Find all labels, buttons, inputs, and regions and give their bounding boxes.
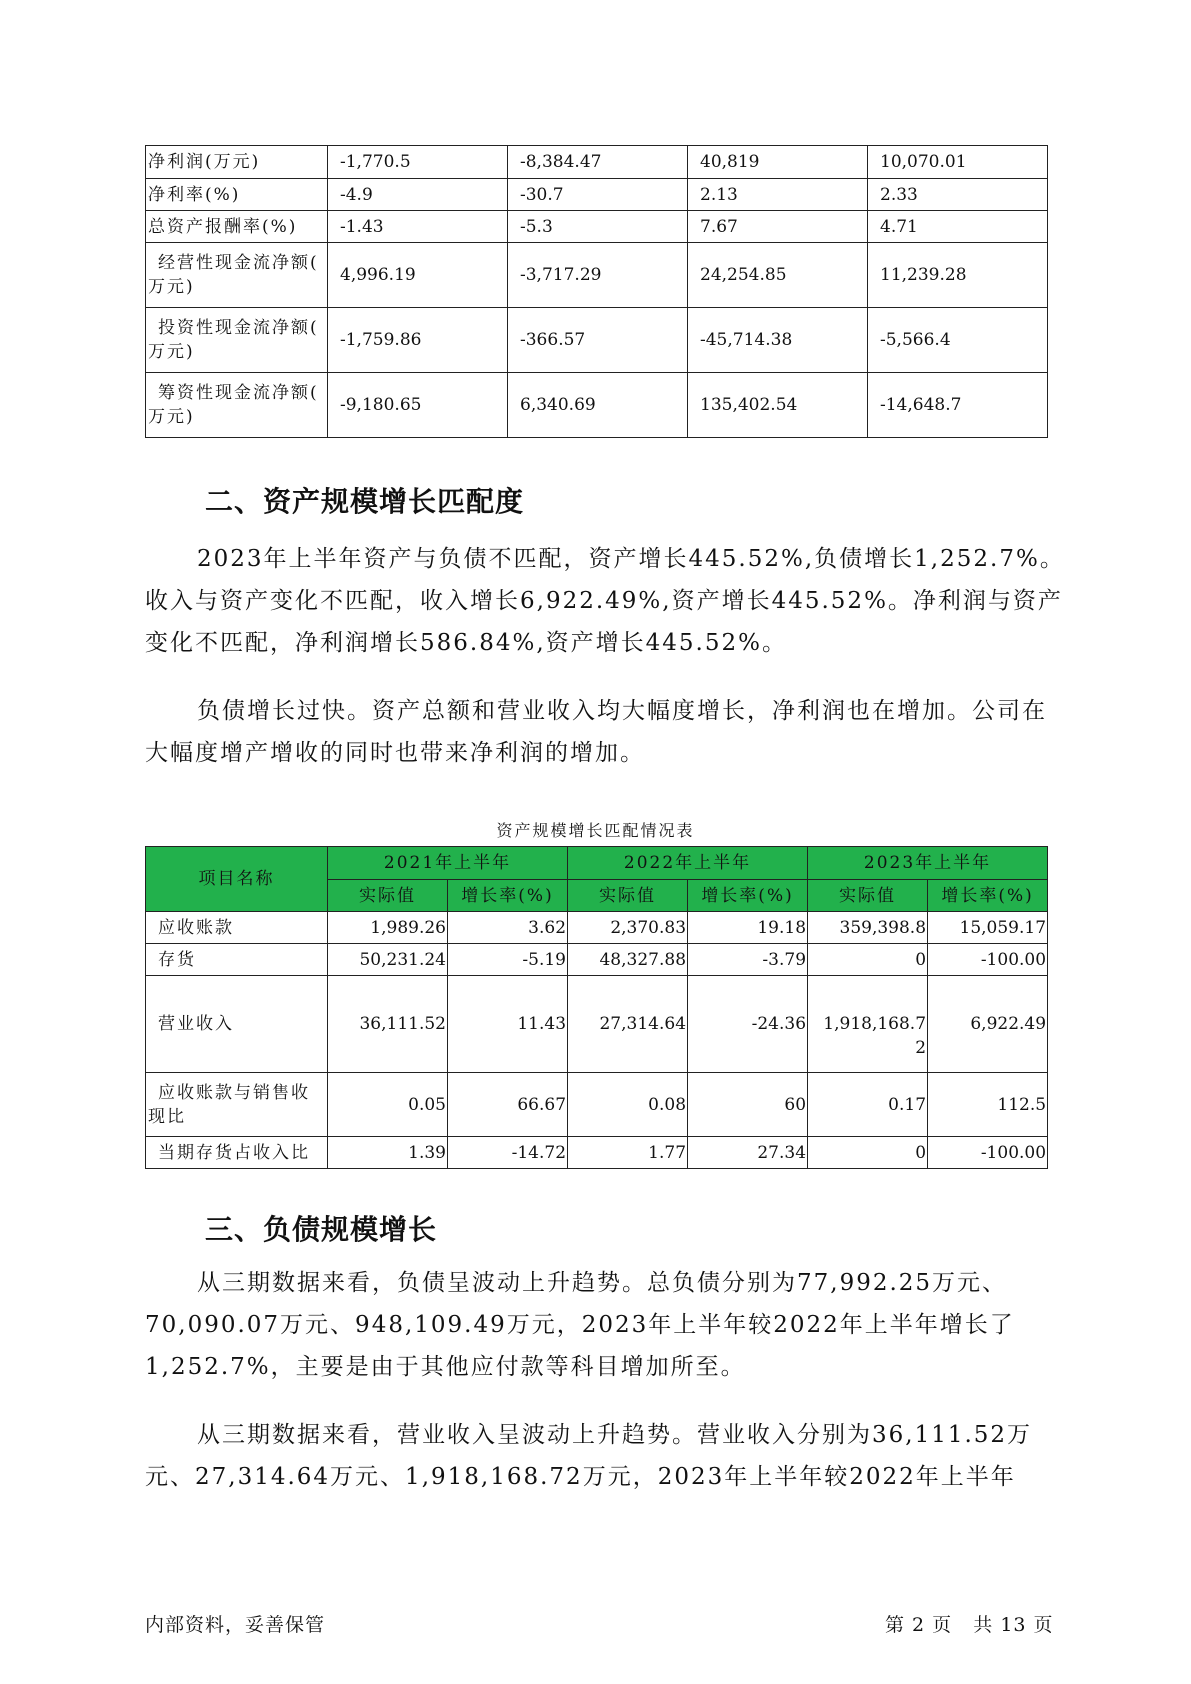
section-heading: 二、资产规模增长匹配度 [205, 485, 525, 518]
cell-line2: 2 [915, 1038, 927, 1058]
table-cell: 4,996.19 [328, 243, 508, 308]
table-cell: 0.17 [808, 1073, 928, 1137]
row-label [146, 308, 328, 373]
row-label-line1: 筹资性现金流净额( [158, 383, 319, 403]
row-label: 净利率(%) [146, 179, 328, 211]
row-label: 营业收入 [146, 976, 328, 1073]
table-cell: 1,989.26 [328, 912, 448, 944]
row-label-line2: 万元) [148, 342, 195, 362]
row-label-line2: 现比 [148, 1106, 186, 1127]
row-label-line1: 投资性现金流净额( [158, 318, 319, 338]
row-label: 总资产报酬率(%) [146, 211, 328, 243]
table-row [146, 308, 1048, 373]
table-cell: 3.62 [448, 912, 568, 944]
table-cell: 135,402.54 [688, 373, 868, 438]
table-row [146, 179, 1048, 211]
row-label: 应收账款 [146, 912, 328, 944]
column-header-rate: 增长率(%) [448, 880, 568, 912]
row-label: 当期存货占收入比 [146, 1137, 328, 1169]
table-cell: -3,717.29 [508, 243, 688, 308]
table-row [146, 211, 1048, 243]
table-cell: -30.7 [508, 179, 688, 211]
column-header-actual: 实际值 [328, 880, 448, 912]
column-header-actual: 实际值 [568, 880, 688, 912]
table-cell: -45,714.38 [688, 308, 868, 373]
table-cell: 7.67 [688, 211, 868, 243]
table-cell: 0.08 [568, 1073, 688, 1137]
table-cell: 27.34 [688, 1137, 808, 1169]
table-cell [808, 976, 928, 1073]
table-cell: -5.3 [508, 211, 688, 243]
table-row [146, 373, 1048, 438]
table-cell: 0.05 [328, 1073, 448, 1137]
section-paragraph: 2023年上半年资产与负债不匹配，资产增长445.52%,负债增长1,252.7%。收入与资产变化不匹配，收入增长6,922.49%,资产增长445.52%。净利润与资产变化不匹配，净利润增长586.84%,资产增长445.52%。 [145, 546, 1065, 656]
table-cell: -100.00 [928, 944, 1048, 976]
table-row [146, 1073, 1048, 1137]
table-cell: 48,327.88 [568, 944, 688, 976]
table-cell: -14.72 [448, 1137, 568, 1169]
table-cell: -366.57 [508, 308, 688, 373]
table-cell: -100.00 [928, 1137, 1048, 1169]
table-cell: 2.13 [688, 179, 868, 211]
table-cell: -24.36 [688, 976, 808, 1073]
section-paragraph: 从三期数据来看，营业收入呈波动上升趋势。营业收入分别为36,111.52万元、27,314.64万元、1,918,168.72万元，2023年上半年较2022年上半年 [145, 1422, 1033, 1490]
table-cell: -8,384.47 [508, 146, 688, 179]
table-cell: -5,566.4 [868, 308, 1048, 373]
section-paragraph: 负债增长过快。资产总额和营业收入均大幅度增长，净利润也在增加。公司在大幅度增产增收的同时也带来净利润的增加。 [145, 698, 1047, 766]
table-row [146, 146, 1048, 179]
section-heading: 三、负债规模增长 [205, 1213, 438, 1246]
row-label [146, 373, 328, 438]
table-cell: 50,231.24 [328, 944, 448, 976]
column-header-period: 2021年上半年 [328, 847, 568, 880]
cell-line1: 1,918,168.7 [823, 1014, 927, 1034]
table-header-row [146, 847, 1048, 880]
table-caption: 资产规模增长匹配情况表 [496, 821, 695, 840]
row-label [146, 1073, 328, 1137]
table-cell: 112.5 [928, 1073, 1048, 1137]
row-label [146, 243, 328, 308]
table-cell: -1.43 [328, 211, 508, 243]
table-cell: 60 [688, 1073, 808, 1137]
table-cell: 0 [808, 944, 928, 976]
column-header-period: 2022年上半年 [568, 847, 808, 880]
row-label-line2: 万元) [148, 407, 195, 427]
table-cell: 40,819 [688, 146, 868, 179]
row-label: 存货 [146, 944, 328, 976]
table-cell: 11,239.28 [868, 243, 1048, 308]
table-row [146, 1137, 1048, 1169]
table-cell: 359,398.8 [808, 912, 928, 944]
page-number: 第 2 页 共 13 页 [885, 1614, 1054, 1636]
table-cell: 6,340.69 [508, 373, 688, 438]
row-label-line1: 经营性现金流净额( [158, 253, 319, 273]
table-cell: -1,759.86 [328, 308, 508, 373]
table-cell: 0 [808, 1137, 928, 1169]
section-paragraph: 从三期数据来看，负债呈波动上升趋势。总负债分别为77,992.25万元、70,090.07万元、948,109.49万元，2023年上半年较2022年上半年增长了1,252.7%，主要是由于其他应付款等科目增加所至。 [145, 1270, 1015, 1380]
table-cell: -5.19 [448, 944, 568, 976]
table-cell: 2,370.83 [568, 912, 688, 944]
table-cell: 1.77 [568, 1137, 688, 1169]
table-cell: 66.67 [448, 1073, 568, 1137]
asset-growth-match-table [145, 846, 1048, 1169]
table-cell: 6,922.49 [928, 976, 1048, 1073]
table-cell: -3.79 [688, 944, 808, 976]
table-cell: 4.71 [868, 211, 1048, 243]
table-row [146, 944, 1048, 976]
table-cell: -1,770.5 [328, 146, 508, 179]
row-label-line1: 应收账款与销售收 [158, 1082, 310, 1103]
table-row [146, 912, 1048, 944]
table-cell: -14,648.7 [868, 373, 1048, 438]
column-header-actual: 实际值 [808, 880, 928, 912]
row-label: 净利润(万元) [146, 146, 328, 179]
table-cell: 27,314.64 [568, 976, 688, 1073]
table-cell: -9,180.65 [328, 373, 508, 438]
table-cell: 2.33 [868, 179, 1048, 211]
table-cell: 24,254.85 [688, 243, 868, 308]
financial-metrics-table [145, 145, 1048, 438]
column-header-rate: 增长率(%) [688, 880, 808, 912]
table-cell: 11.43 [448, 976, 568, 1073]
column-header-item: 项目名称 [146, 847, 328, 912]
table-row [146, 976, 1048, 1073]
table-cell: 36,111.52 [328, 976, 448, 1073]
table-cell: 1.39 [328, 1137, 448, 1169]
column-header-rate: 增长率(%) [928, 880, 1048, 912]
table-cell: -4.9 [328, 179, 508, 211]
table-cell: 19.18 [688, 912, 808, 944]
table-row [146, 243, 1048, 308]
row-label-line2: 万元) [148, 277, 195, 297]
column-header-period: 2023年上半年 [808, 847, 1048, 880]
table-cell: 10,070.01 [868, 146, 1048, 179]
footer-note: 内部资料，妥善保管 [145, 1614, 326, 1636]
table-cell: 15,059.17 [928, 912, 1048, 944]
